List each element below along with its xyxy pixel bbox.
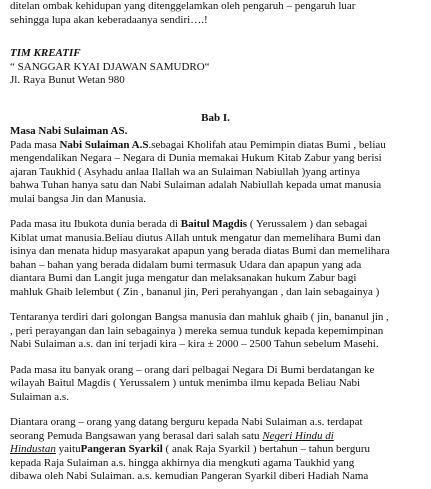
paragraph-1 xyxy=(10,139,421,207)
p5-italic-2b: Negeri Hindu di xyxy=(262,429,334,442)
p2-line-6: mahluk Ghaib lelembut ( Zin , bananul jin, Peri perahyangan , dan lain sebagainya ) xyxy=(10,285,380,298)
p5-text-3b: yaitu xyxy=(55,443,81,455)
p2-line-4: bahan – bahan yang berada didalam bumi termasuk Udara dan apapun yang ada xyxy=(10,258,362,271)
p1-line-5: mulai bangsa Jin dan Manusia. xyxy=(10,192,146,205)
team-name: “ SANGGAR KYAI DJAWAN SAMUDRO“ xyxy=(10,60,210,73)
p1-text-a: Pada masa xyxy=(10,138,60,151)
p3-line-2: , peri perayangan dan lain sebagainya ) mereka semua tunduk kepada kepemimpinan xyxy=(10,324,384,337)
team-address: Jl. Raya Bunut Wetan 980 xyxy=(10,74,125,86)
p4-line-2: wilayah Baitul Magdis ( Yerussalem ) untuk menimba ilmu kepada Beliau Nabi xyxy=(10,377,361,389)
p2-text-a: Pada masa itu Ibukota dunia berada di xyxy=(10,218,181,230)
p1-line-2: mengendalikan Negara – Negara di Dunia memakai Hukum Kitab Zabur yang berisi xyxy=(10,152,382,164)
paragraph-2 xyxy=(10,218,421,299)
team-title: TIM KREATIF xyxy=(10,47,81,59)
p3-line-1: Tentaranya terdiri dari golongan Bangsa manusia dan mahluk ghaib ( jin, bananul jin , xyxy=(10,311,389,323)
p2-line-2: Kiblat umat manusia.Beliau diutus Allah untuk mengatur dan memelihara Bumi dan xyxy=(10,231,381,244)
p5-italic-3a: Hindustan xyxy=(10,443,56,455)
p3-line-3: Nabi Sulaiman a.s. dan ini terjadi kira – kira ± 2000 – 2500 Tahun sebelum Masehi. xyxy=(10,338,379,350)
paragraph-5 xyxy=(10,416,421,484)
p2-line-5: diantara Bumi dan Langit juga mengatur dan melaksanakan hukum Zabur bagi xyxy=(10,272,357,284)
p5-text-2a: seorang Pemuda Bangsawan yang berasal dari salah satu xyxy=(10,429,263,442)
p5-line-1: Diantara orang – orang yang datang berguru kepada Nabi Sulaiman a.s. terdapat xyxy=(10,416,363,428)
p4-line-3: Sulaiman a.s. xyxy=(10,390,69,403)
p5-line-4: kepada Raja Sulaiman a.s. hingga akhirnya dia mengkuti agama Taukhid yang xyxy=(10,456,355,469)
p2-line-3: isinya dan menata hidup masyarakat apapun yang berada diatas Bumi dan memelihara xyxy=(10,245,390,257)
paragraph-4 xyxy=(10,364,421,405)
chapter-number: Bab I. xyxy=(201,111,230,124)
p5-line-5: dibawa oleh Nabi Sulaiman. a.s. kemudian Pangeran Syarkil diberi Hadiah Nama xyxy=(10,470,369,482)
p1-line-4: bahwa Tuhan hanya satu dan Nabi Sulaiman adalah Nabiullah kepada umat manusia xyxy=(10,179,382,191)
p1-line-3: ajaran Taukhid ( Asyhadu anlaa Ilallah wa an Sulaiman Nabiullah )yang artinya xyxy=(10,165,360,178)
intro-line-1: ditelan ombak kehidupan yang ditenggelamkan oleh pengaruh – pengaruh luar xyxy=(10,0,356,12)
paragraph-3 xyxy=(10,311,421,352)
p2-text-c: ( Yerussalem ) dan sebagai xyxy=(247,218,368,230)
p2-place-bold: Baitul Magdis xyxy=(180,218,248,230)
p5-name-bold: Pangeran Syarkil xyxy=(80,443,163,455)
intro-line-2: sehingga lupa akan keberadaanya sendiri….! xyxy=(10,13,208,26)
p4-line-1: Pada masa itu banyak orang – orang dari pelbagai Negara Di Bumi berdatangan ke xyxy=(10,363,375,376)
p1-text-c: .sebagai Kholifah atau Pemimpin diatas Bumi , beliau xyxy=(148,138,386,151)
chapter-heading: Masa Nabi Sulaiman AS. xyxy=(10,125,128,137)
p5-text-3d: ( anak Raja Syarkil ) bertahun – tahun berguru xyxy=(162,443,371,455)
p1-name-bold: Nabi Sulaiman A.S xyxy=(59,138,149,151)
